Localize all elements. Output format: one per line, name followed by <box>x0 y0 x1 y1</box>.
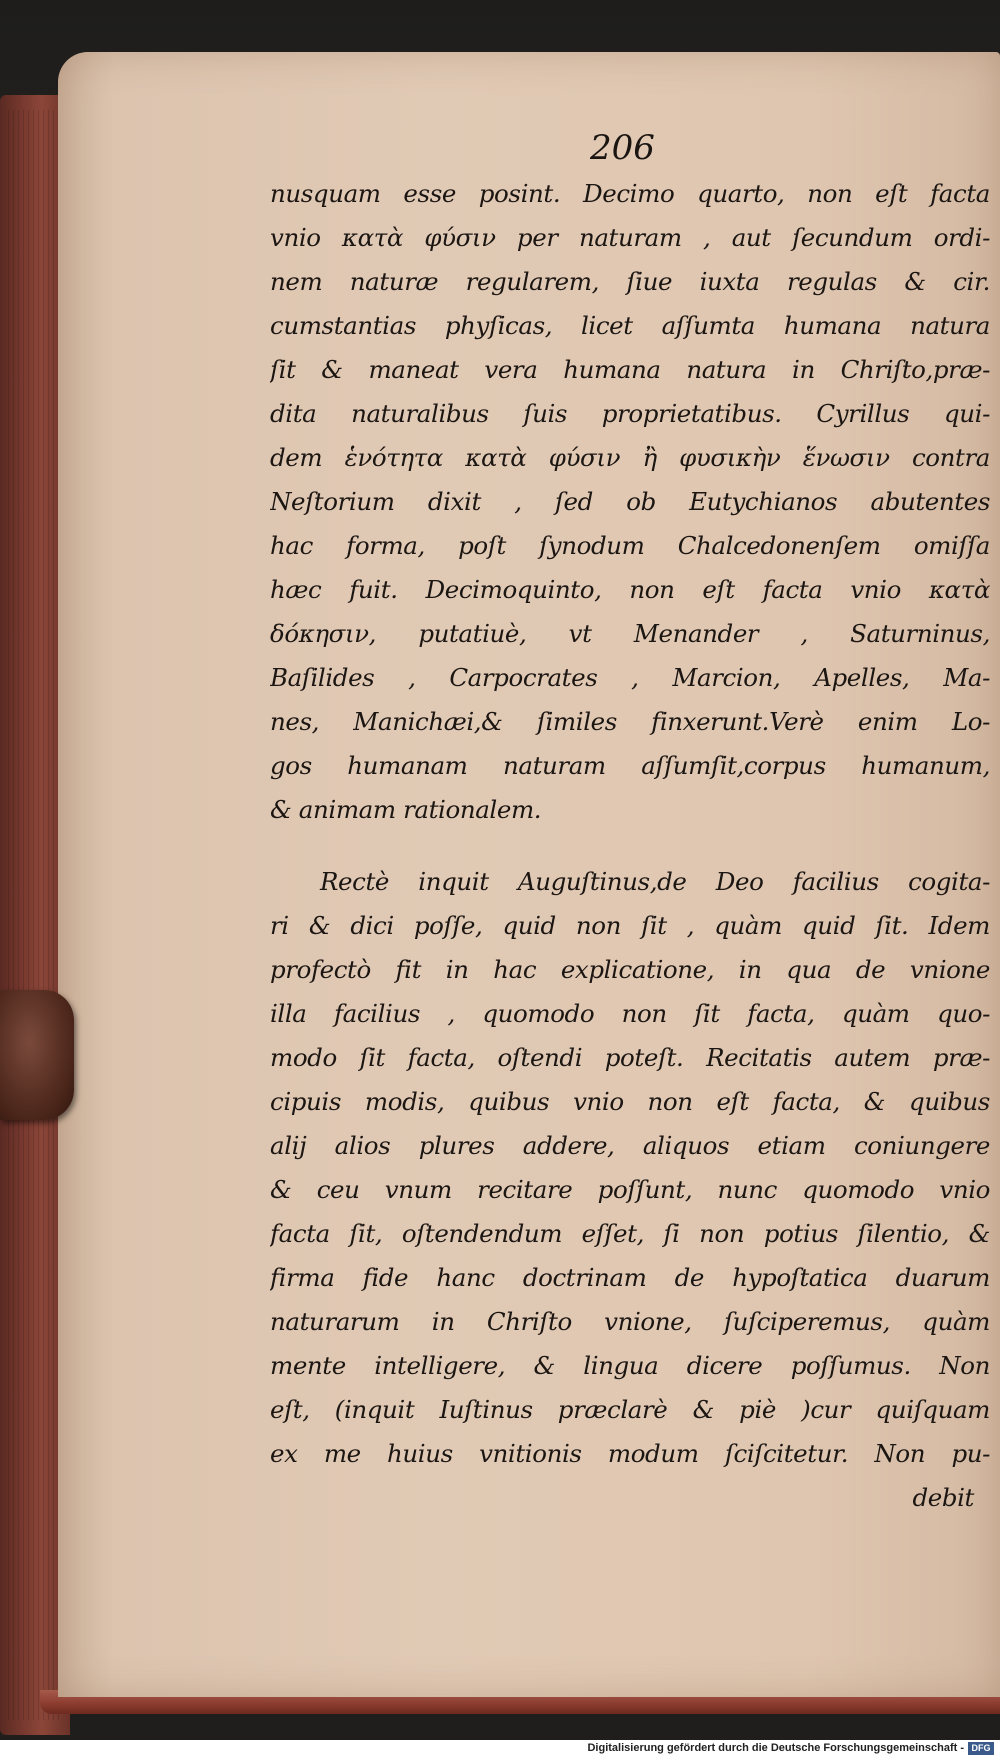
text-line: profectò fit in hac explicatione, in qua de vnione <box>270 955 990 984</box>
text-line: cumstantias phyſicas, licet aſſumta humana natura <box>270 311 990 340</box>
paragraph-gap <box>270 832 990 860</box>
text-line: nes, Manichæi,& ſimiles finxerunt.Verè enim Lo- <box>270 707 990 736</box>
text-line: cipuis modis, quibus vnio non eſt facta, & quibus <box>270 1087 990 1116</box>
text-line: dita naturalibus ſuis proprietatibus. Cyrillus qui- <box>270 399 990 428</box>
paragraph-1 <box>270 172 990 832</box>
digitization-credit: Digitalisierung gefördert durch die Deutsche Forschungsgemeinschaft - <box>587 1742 964 1754</box>
text-block <box>270 172 990 1520</box>
text-line: firma fide hanc doctrinam de hypoſtatica duarum <box>270 1263 990 1292</box>
page-edges <box>8 110 63 1720</box>
text-line: Baſilides , Carpocrates , Marcion, Apelles, Ma- <box>270 663 990 692</box>
text-line: nusquam esse posint. Decimo quarto, non eſt facta <box>270 179 990 208</box>
text-line: vnio κατὰ φύσιν per naturam , aut ſecundum ordi- <box>270 223 990 252</box>
dfg-logo: DFG <box>968 1742 994 1755</box>
text-line: eſt, (inquit Iuſtinus præclarè & piè )cur quiſquam <box>270 1395 990 1424</box>
text-line: nem naturæ regularem, ſiue iuxta regulas & cir. <box>270 267 990 296</box>
text-line: gos humanam naturam aſſumſit,corpus humanum, <box>270 751 990 780</box>
text-line: Neſtorium dixit , ſed ob Eutychianos abutentes <box>270 487 990 516</box>
text-line: ex me huius vnitionis modum ſciſcitetur. Non pu- <box>270 1439 990 1468</box>
page-number: 206 <box>590 128 655 168</box>
catchword: debit <box>912 1483 974 1512</box>
text-line: & animam rationalem. <box>270 795 542 824</box>
text-line: dem ἑνότητα κατὰ φύσιν ἢ φυσικὴν ἕνωσιν contra <box>270 443 990 472</box>
text-line: facta ſit, oſtendendum eſſet, ſi non potius ſilentio, & <box>270 1219 990 1248</box>
text-line: alij alios plures addere, aliquos etiam coniungere <box>270 1131 990 1160</box>
text-line: & ceu vnum recitare poſſunt, nunc quomodo vnio <box>270 1175 990 1204</box>
text-line: hac forma, poſt ſynodum Chalcedonenſem omiſſa <box>270 531 990 560</box>
book-clasp <box>0 990 74 1120</box>
text-line: hæc fuit. Decimoquinto, non eſt facta vnio κατὰ <box>270 575 990 604</box>
text-line: modo ſit facta, oſtendi poteſt. Recitatis autem præ- <box>270 1043 990 1072</box>
paragraph-2 <box>270 860 990 1476</box>
text-line: illa facilius , quomodo non ſit facta, quàm quo- <box>270 999 990 1028</box>
text-line: ri & dici poſſe, quid non ſit , quàm quid ſit. Idem <box>270 911 990 940</box>
text-line: naturarum in Chriſto vnione, ſuſciperemus, quàm <box>270 1307 990 1336</box>
text-line: δόκησιν, putatiuè, vt Menander , Saturninus, <box>270 619 990 648</box>
text-line: mente intelligere, & lingua dicere poſſumus. Non <box>270 1351 990 1380</box>
text-line: Rectè inquit Auguſtinus,de Deo facilius cogita- <box>320 867 990 896</box>
text-line: ſit & maneat vera humana natura in Chriſto,præ- <box>270 355 990 384</box>
